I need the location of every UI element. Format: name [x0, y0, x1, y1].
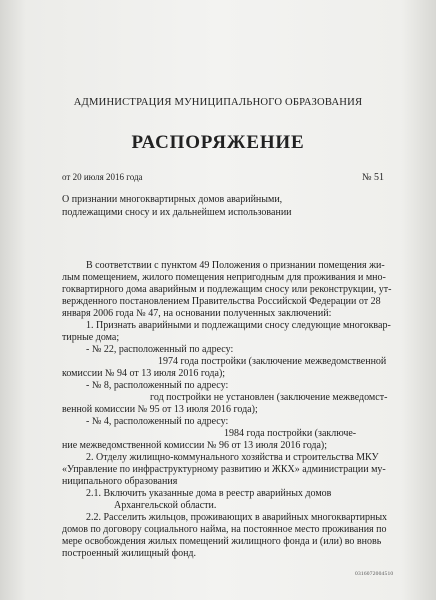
body-line: «Управление по инфраструктурному развитию и ЖКХ» администрации му- [62, 464, 386, 475]
body-line: тирные дома; [62, 332, 120, 343]
body-line: 2. Отделу жилищно-коммунального хозяйства и строительства МКУ [86, 452, 379, 463]
body-line: 2.2. Расселить жильцов, проживающих в аварийных многоквартирных [86, 512, 388, 523]
body-line: вержденного постановлением Правительства Российской Федерации от 28 [62, 296, 381, 307]
body-line: - № 4, расположенный по адресу: [86, 416, 229, 427]
body-line: год постройки не установлен (заключение межведомст- [150, 392, 388, 403]
body-line: комиссии № 94 от 13 июля 2016 года); [62, 368, 226, 379]
body-line: 1. Признать аварийными и подлежащими сносу следующие многоквар- [86, 320, 391, 331]
document-subject: О признании многоквартирных домов аварийными, подлежащими сносу и их дальнейшем использовании [62, 194, 292, 218]
body-line: 1984 года постройки (заключе- [224, 428, 357, 439]
body-line: ниципального образования [62, 476, 178, 487]
body-line: января 2006 года № 47, на основании полученных заключений: [62, 308, 332, 319]
body-line: - № 8, расположенный по адресу: [86, 380, 229, 391]
body-line: построенный жилищный фонд. [62, 548, 197, 559]
document-date: от 20 июля 2016 года [62, 172, 143, 182]
body-line: домов по договору социального найма, на постоянное место проживания по [62, 524, 387, 535]
organization-header: АДМИНИСТРАЦИЯ МУНИЦИПАЛЬНОГО ОБРАЗОВАНИЯ [73, 97, 363, 108]
body-line: 2.1. Включить указанные дома в реестр аварийных домов [86, 488, 332, 499]
body-line: мере освобождения жилых помещений жилищного фонда и (или) во вновь [62, 536, 382, 547]
body-line: лым помещением, жилого помещения непригодным для проживания и мно- [62, 272, 386, 283]
body-line: В соответствии с пунктом 49 Положения о признании помещения жи- [86, 260, 385, 271]
body-line: ние межведомственной комиссии № 96 от 13 июля 2016 года); [62, 440, 328, 451]
body-line: - № 22, расположенный по адресу: [86, 344, 234, 355]
body-line: гоквартирного дома аварийным и подлежащим сносу или реконструкции, ут- [62, 284, 392, 295]
body-line: венной комиссии № 95 от 13 июля 2016 года); [62, 404, 258, 415]
document-number: № 51 [362, 172, 385, 183]
body-line: 1974 года постройки (заключение межведомственной [158, 356, 387, 367]
document-title: РАСПОРЯЖЕНИЕ [131, 132, 305, 153]
page-code: 0316072004510 [355, 571, 394, 577]
body-line: Архангельской области. [114, 500, 217, 511]
